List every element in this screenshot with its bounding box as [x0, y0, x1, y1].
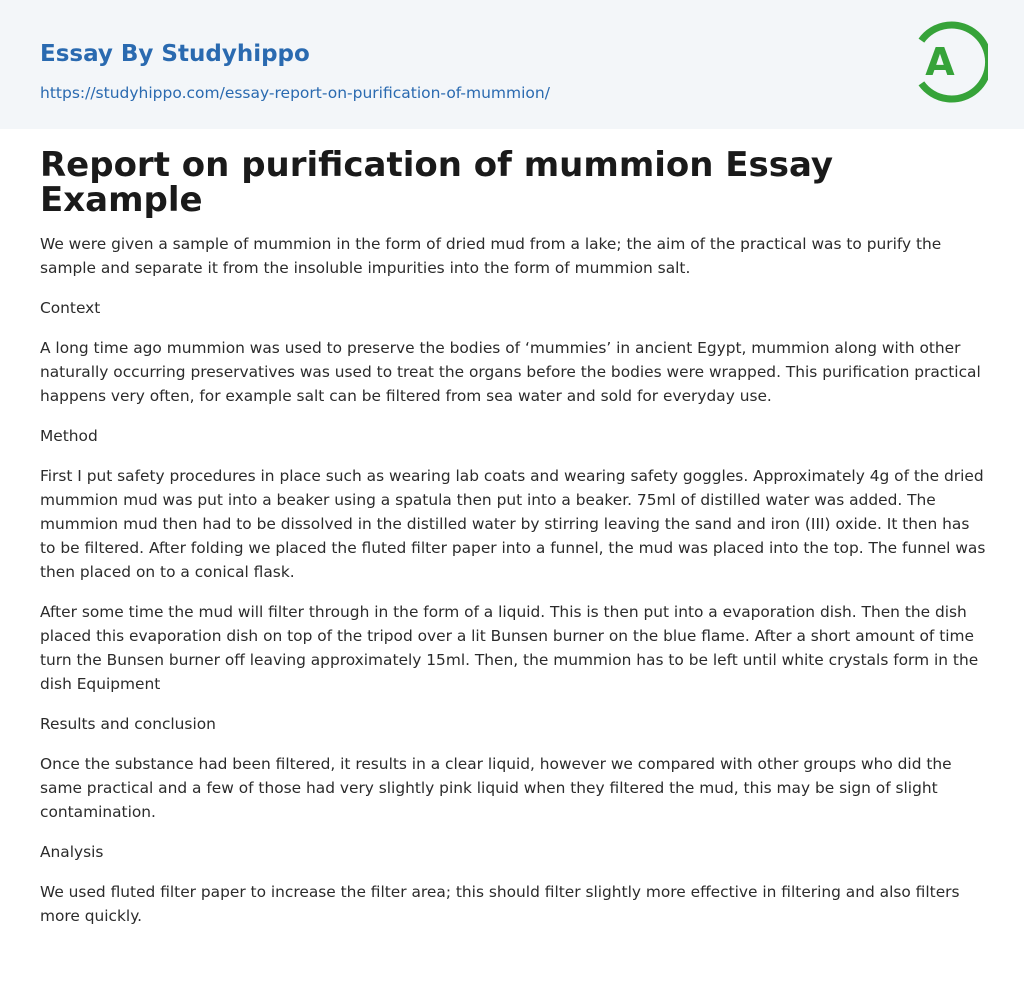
heading-context: Context — [40, 299, 101, 317]
paragraph-analysis: We used fluted filter paper to increase the filter area; this should filter slightly more effective in filtering and also filters more quickly. — [40, 883, 960, 925]
paragraph-results: Once the substance had been filtered, it results in a clear liquid, however we compared with other groups who did the same practical and a few of those had very slightly pink liquid when they filtered the mud, this may be sign of slight contamination. — [40, 755, 952, 821]
site-brand[interactable]: Essay By Studyhippo — [40, 41, 310, 67]
heading-results: Results and conclusion — [40, 715, 216, 733]
paragraph-context: A long time ago mummion was used to preserve the bodies of ‘mummies’ in ancient Egypt, mummion along with other naturally occurring preservatives was used to treat the organs before the bodies were wrapped. This purification practical happens very often, for example salt can be filtered from sea water and sold for everyday use. — [40, 339, 981, 405]
article — [40, 145, 988, 944]
paragraph-method-1: First I put safety procedures in place such as wearing lab coats and wearing safety goggles. Approximately 4g of the dried mummion mud was put into a beaker using a spatula then put into a beaker. 75ml of distilled water was added. The mummion mud then had to be dissolved in the distilled water by stirring leaving the sand and iron (III) oxide. It then has to be filtered. After folding we placed the fluted filter paper into a funnel, the mud was placed into the top. The funnel was then placed on to a conical flask. — [40, 467, 986, 581]
essay-url-link[interactable]: https://studyhippo.com/essay-report-on-purification-of-mummion/ — [40, 84, 550, 102]
studyhippo-logo-icon[interactable] — [910, 18, 988, 106]
paragraph-intro: We were given a sample of mummion in the form of dried mud from a lake; the aim of the practical was to purify the sample and separate it from the insoluble impurities into the form of mummion salt. — [40, 235, 942, 277]
heading-method: Method — [40, 427, 98, 445]
site-header — [0, 0, 1024, 129]
logo-letter: A — [925, 40, 955, 84]
heading-analysis: Analysis — [40, 843, 104, 861]
article-title: Report on purification of mummion Essay Example — [40, 145, 834, 220]
paragraph-method-2: After some time the mud will filter through in the form of a liquid. This is then put into a evaporation dish. Then the dish placed this evaporation dish on top of the tripod over a lit Bunsen burner on the blue flame. After a short amount of time turn the Bunsen burner off leaving approximately 15ml. Then, the mummion has to be left until white crystals form in the dish Equipment — [40, 603, 979, 693]
